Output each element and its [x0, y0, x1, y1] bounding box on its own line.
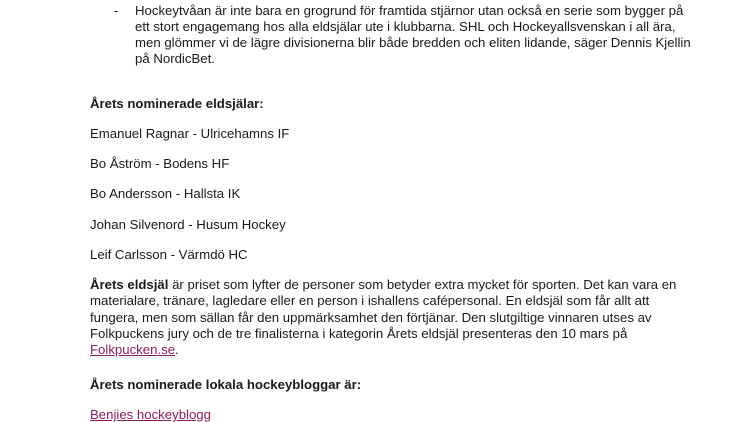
- folkpucken-link[interactable]: Folkpucken.se: [90, 342, 176, 358]
- blog-link[interactable]: Benjies hockeyblogg: [90, 407, 211, 422]
- nominees-heading: Årets nominerade eldsjälar:: [90, 96, 264, 111]
- bullet-dash: -: [114, 3, 119, 18]
- nominee-item: Emanuel Ragnar - Ulricehamns IF: [90, 126, 290, 141]
- nominee-item: Bo Åström - Bodens HF: [90, 156, 230, 171]
- description-text: är priset som lyfter de personer som betyder extra mycket för sporten. Det kan vara en materialare, tränare, lagledare eller en person i ishallens cafépersonal. En eldsjäl som får allt att fungera, men som sällan får den uppmärksamhet den förtjänar. Den slutgiltige vinnaren utses av Folkpuckens jury och de tre finalisterna i kategorin Årets eldsjäl presenteras den 10 mars på: [90, 277, 677, 341]
- nominee-item: Bo Andersson - Hallsta IK: [90, 186, 241, 201]
- blogs-heading: Årets nominerade lokala hockeybloggar är:: [90, 377, 362, 392]
- description-paragraph: [90, 277, 690, 358]
- nominee-item: Leif Carlsson - Värmdö HC: [90, 247, 248, 262]
- quote-bullet-item: [114, 3, 694, 67]
- description-tail: .: [175, 342, 179, 358]
- quote-text: Hockeytvåan är inte bara en grogrund för framtida stjärnor utan också en serie som bygger på ett stort engagemang hos alla eldsjälar ute i klubbarna. SHL och Hockeyallsvenskan i all ära, men glömmer vi de lägre divisionerna blir både bredden och eliten lidande, säger Dennis Kjellin på NordicBet.: [135, 3, 691, 66]
- description-bold-lead: Årets eldsjäl: [90, 277, 169, 292]
- nominee-item: Johan Silvenord - Husum Hockey: [90, 217, 286, 232]
